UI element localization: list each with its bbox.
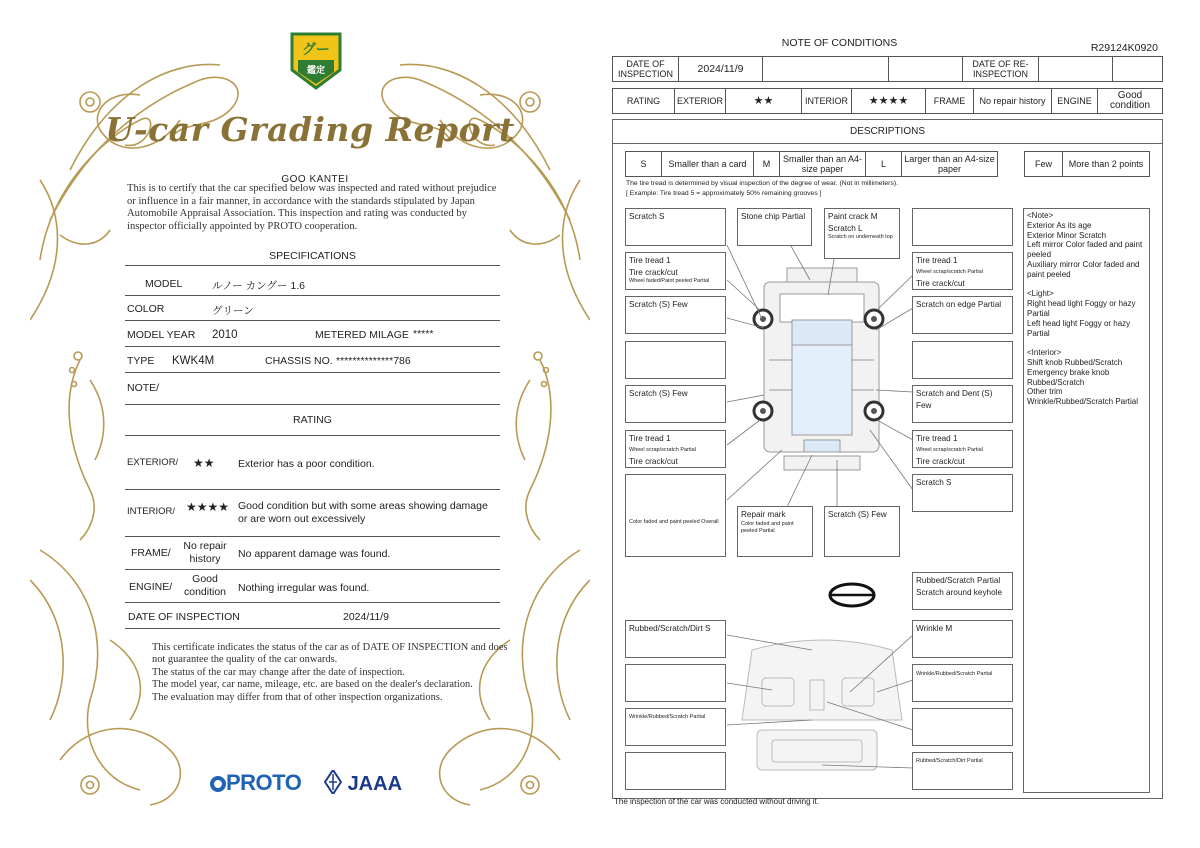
metered-milage-label: METERED MILAGE [315, 329, 409, 341]
blank-cell [763, 57, 889, 82]
frame-description: No apparent damage was found. [238, 548, 391, 560]
date-of-inspection-label: DATE OF INSPECTION [128, 611, 240, 623]
interior-stars: ★★★★ [852, 89, 926, 114]
rating-label: RATING [613, 89, 675, 114]
engine-description: Nothing irregular was found. [238, 582, 370, 594]
notes-panel [1023, 208, 1150, 793]
legend-m-desc: Smaller than an A4-size paper [780, 152, 866, 177]
color-value: グリーン [212, 305, 254, 317]
legend-m: M [754, 152, 780, 177]
box-text: Tire crack/cut [916, 278, 965, 288]
box-text: Tire crack/cut [916, 456, 965, 466]
exterior-label: EXTERIOR [675, 89, 726, 114]
spec-row-type [125, 347, 500, 373]
spec-row-year [125, 321, 500, 347]
box-text: Rubbed/Scratch Partial [916, 576, 1001, 585]
exterior-label: EXTERIOR/ [127, 457, 179, 468]
box-small-text: Wrinkle/Rubbed/Scratch Partial [916, 671, 993, 677]
condition-box-steering [912, 572, 1013, 610]
legend-l: L [866, 152, 902, 177]
interior-description: Good condition but with some areas showing damage or are worn out excessively [238, 500, 488, 525]
condition-box-left-front-door: Scratch (S) Few [625, 296, 726, 334]
chassis-label: CHASSIS NO. [265, 355, 333, 367]
rating-row-date [125, 603, 500, 629]
color-label: COLOR [127, 303, 165, 315]
report-id: R29124K0920 [1090, 42, 1158, 54]
tire-note-example: [ Example: Tire tread 5 = approximately 50% remaining grooves ] [626, 189, 822, 197]
condition-box-left-front-tire [625, 252, 726, 290]
box-text: Tire tread 1 [629, 256, 671, 265]
jaaa-mark-icon [324, 770, 342, 794]
note-label: NOTE/ [127, 382, 160, 394]
goo-kantei-badge-icon [288, 30, 344, 92]
box-small-text: Wheel faded/Paint peeled Partial [629, 278, 710, 284]
condition-box-hood [824, 208, 900, 259]
model-year-label: MODEL YEAR [127, 329, 196, 341]
condition-box-interior-front-right: Wrinkle M [912, 620, 1013, 658]
condition-box-rear-left [625, 474, 726, 557]
frame-value: No repair history [974, 89, 1052, 114]
size-legend-table [625, 151, 998, 177]
box-small-text: Color faded and paint peeled Overall [629, 519, 719, 525]
condition-box-right-rear-door: Scratch and Dent (S) Few [912, 385, 1013, 423]
box-small-text: Wheel scrap/scratch Partial [916, 446, 983, 453]
inspection-dates-table [612, 56, 1163, 82]
frame-label: FRAME [926, 89, 974, 114]
condition-box-front-left: Scratch S [625, 208, 726, 246]
rating-row-frame [125, 537, 500, 570]
proto-mark-icon [210, 776, 226, 792]
interior-stars: ★★★★ [186, 500, 230, 514]
model-value: ルノー カングー 1.6 [212, 280, 305, 292]
metered-milage-value: ***** [413, 328, 434, 340]
jaaa-logo: JAAA [324, 770, 402, 796]
date-of-reinspection-label: DATE OF RE-INSPECTION [963, 57, 1039, 82]
condition-box-interior-rear-right [912, 708, 1013, 746]
few-legend-table [1024, 151, 1150, 177]
noc-title: NOTE OF CONDITIONS [781, 37, 898, 49]
proto-logo: PROTO [210, 770, 301, 796]
interior-label: INTERIOR/ [127, 506, 176, 517]
legend-few: Few [1025, 152, 1063, 177]
condition-box-interior-seat-left [625, 664, 726, 702]
svg-text:グー: グー [302, 42, 330, 58]
condition-box-right-front-door: Scratch on edge Partial [912, 296, 1013, 334]
condition-box-interior-cargo-right [912, 752, 1013, 790]
box-small-text: Wheel scrap/scratch Partial [629, 446, 696, 453]
condition-box-rear-bumper [737, 506, 813, 557]
blank-cell [1113, 57, 1163, 82]
type-label: TYPE [127, 355, 155, 367]
date-of-inspection-value: 2024/11/9 [679, 57, 763, 82]
box-text: Tire crack/cut [629, 267, 678, 277]
date-of-inspection-value: 2024/11/9 [343, 611, 389, 623]
issuer-name: GOO KANTEI [281, 174, 349, 185]
box-text: Tire crack/cut [629, 456, 678, 466]
box-small-text: Color faded and paint peeled Partial [741, 520, 794, 534]
box-small-text: Scratch on underneath top [828, 234, 893, 240]
divider [125, 265, 500, 266]
condition-box-front-center: Stone chip Partial [737, 208, 812, 246]
condition-box-front-right [912, 208, 1013, 246]
certification-statement: This is to certify that the car specified below was inspected and rated without prejudice or influence in a fair manner, in accordance with the standards stipulated by Japan Automobile Appraisal Association. This inspection and rating was conducted by inspector officially appointed by PROTO cooperation. [127, 183, 497, 232]
condition-box-left-rear-door: Scratch (S) Few [625, 385, 726, 423]
condition-box-interior-cargo-left [625, 752, 726, 790]
box-text: Tire tread 1 [916, 256, 958, 265]
svg-text:鑑定: 鑑定 [306, 66, 326, 76]
interior-label: INTERIOR [802, 89, 852, 114]
model-year-value: 2010 [212, 329, 238, 341]
box-text: Scratch around keyhole [916, 587, 1003, 597]
spec-row-note [125, 373, 500, 405]
grading-certificate [30, 20, 590, 828]
chassis-value: **************786 [336, 355, 411, 367]
legend-s: S [626, 152, 662, 177]
box-text: Tire tread 1 [916, 434, 958, 443]
tire-note [626, 179, 898, 198]
date-of-reinspection-value [1039, 57, 1113, 82]
box-text: Paint crack M [828, 212, 878, 221]
engine-label: ENGINE/ [129, 581, 173, 593]
condition-box-right-rear-tire [912, 430, 1013, 468]
certificate-disclaimer: This certificate indicates the status of the car as of DATE OF INSPECTION and does not guarantee the quality of the car onwards. The status of the car may change after the date of inspection. The model year, car name, mileage, etc. are based on the dealer's declaration. The evaluation may differ from that of other inspection organizations. [152, 642, 508, 703]
condition-box-interior-rear-left [625, 708, 726, 746]
descriptions-heading: DESCRIPTIONS [613, 120, 1162, 144]
rating-row-exterior [125, 436, 500, 490]
exterior-stars: ★★ [193, 456, 215, 470]
box-small-text: Rubbed/Scratch/Dirt Partial [916, 758, 983, 764]
spec-row-color [125, 296, 500, 321]
box-small-text: Wrinkle/Rubbed/Scratch Partial [629, 714, 706, 720]
box-text: Repair mark [741, 510, 786, 519]
condition-box-right-front-tire [912, 252, 1013, 290]
type-value: KWK4M [172, 355, 215, 367]
report-title: U-car Grading Report [105, 110, 515, 149]
rating-row-interior [125, 490, 500, 537]
engine-label: ENGINE [1052, 89, 1098, 114]
legend-few-desc: More than 2 points [1063, 152, 1150, 177]
frame-label: FRAME/ [131, 547, 171, 559]
box-text: Tire tread 1 [629, 434, 671, 443]
condition-box-interior-front-left: Rubbed/Scratch/Dirt S [625, 620, 726, 658]
condition-box-right-center [912, 341, 1013, 379]
notes-text: <Note> Exterior As its age Exterior Minor Scratch Left mirror Color faded and paint peeled Auxiliary mirror Color faded and paint peeled <Light> Right head light Foggy or hazy Partial Left head light Foggy or hazy Partial <Interior> Shift knob Rubbed/Scratch Emergency brake knob Rubbed/Scratch Other trim Wrinkle/Rubbed/Scratch Partial [1027, 211, 1143, 407]
date-of-inspection-label: DATE OF INSPECTION [613, 57, 679, 82]
condition-box-right-rear: Scratch S [912, 474, 1013, 512]
note-of-conditions [612, 30, 1164, 820]
exterior-stars: ★★ [726, 89, 802, 114]
condition-box-rear-hatch: Scratch (S) Few [824, 506, 900, 557]
rating-row-engine [125, 570, 500, 603]
condition-box-left-rear-tire [625, 430, 726, 468]
engine-value: Good condition [1098, 89, 1163, 114]
spec-row-model [125, 272, 500, 296]
legend-s-desc: Smaller than a card [662, 152, 754, 177]
inspection-footer-note: The inspection of the car was conducted without driving it. [614, 797, 819, 806]
rating-table [612, 88, 1163, 114]
footer-logos [210, 768, 430, 798]
box-text: Scratch L [828, 223, 863, 233]
tire-note-line: The tire tread is determined by visual inspection of the degree of wear. (Not in millimeters). [626, 180, 898, 187]
engine-value: Good condition [183, 573, 227, 598]
model-label: MODEL [145, 278, 183, 290]
box-small-text: Wheel scrap/scratch Partial [916, 268, 983, 275]
rating-heading: RATING [293, 414, 332, 426]
blank-cell [889, 57, 963, 82]
legend-l-desc: Larger than an A4-size paper [902, 152, 998, 177]
condition-box-left-center [625, 341, 726, 379]
exterior-description: Exterior has a poor condition. [238, 458, 375, 470]
specifications-heading: SPECIFICATIONS [269, 250, 356, 262]
condition-box-interior-seat-right [912, 664, 1013, 702]
frame-value: No repair history [183, 540, 227, 565]
